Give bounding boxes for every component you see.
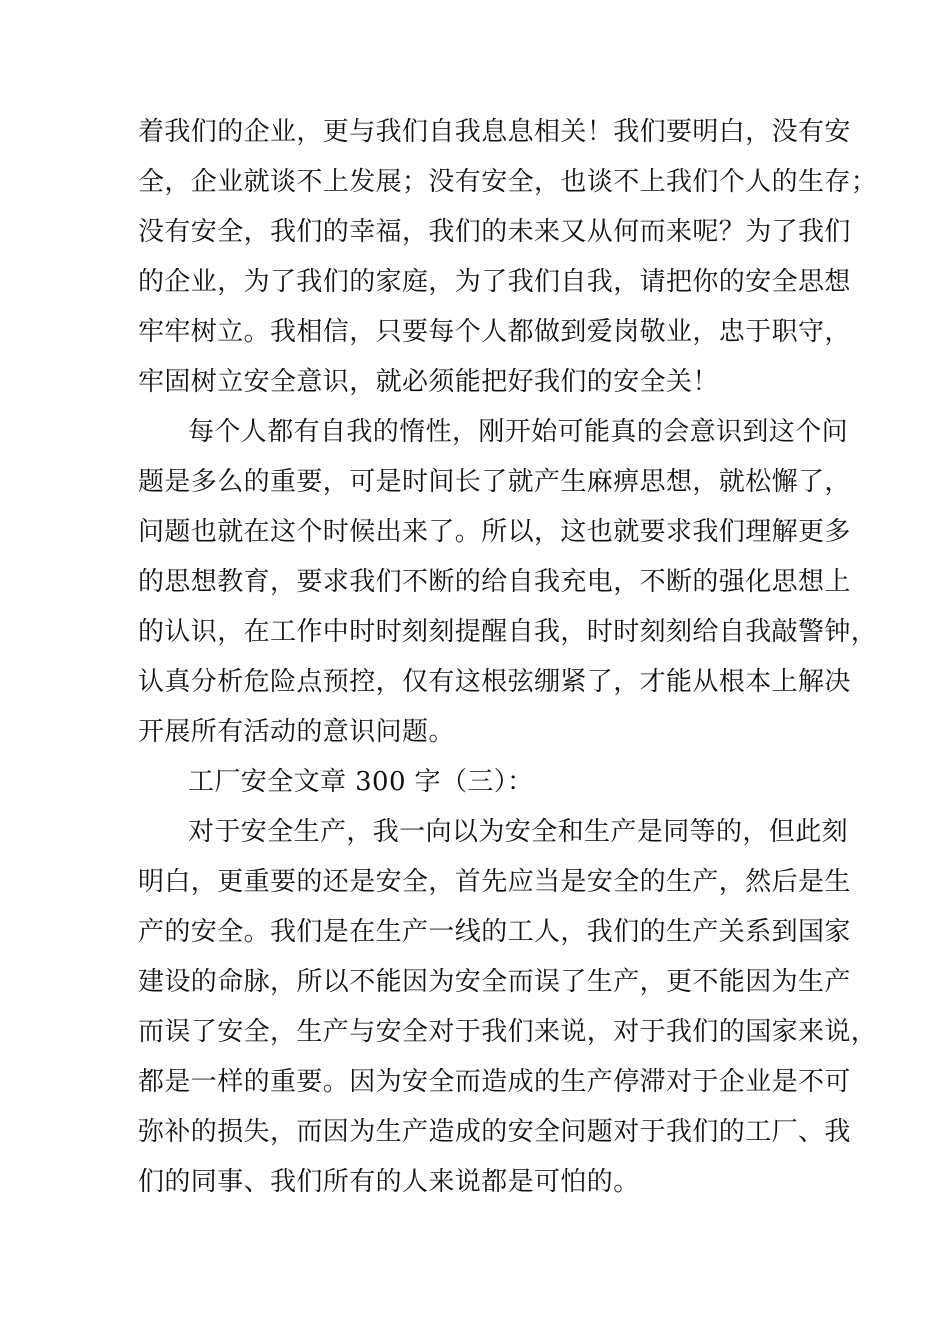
text-line: 的企业，为了我们的家庭，为了我们自我，请把你的安全思想 xyxy=(138,267,851,297)
text-line: 问题也就在这个时候出来了。所以，这也就要求我们理解更多 xyxy=(138,517,851,547)
text-line: 明白，更重要的还是安全，首先应当是安全的生产，然后是生 xyxy=(138,867,851,897)
text-line: 的思想教育，要求我们不断的给自我充电，不断的强化思想上 xyxy=(138,567,851,597)
text-line: 没有安全，我们的幸福，我们的未来又从何而来呢？为了我们 xyxy=(138,217,851,247)
text-line: 着我们的企业，更与我们自我息息相关！我们要明白，没有安 xyxy=(138,117,851,147)
text-line: 建设的命脉，所以不能因为安全而误了生产，更不能因为生产 xyxy=(138,967,851,997)
text-line: 题是多么的重要，可是时间长了就产生麻痹思想，就松懈了， xyxy=(138,467,851,497)
section-heading: 工厂安全文章 300 字（三）： xyxy=(188,767,534,797)
text-line: 全，企业就谈不上发展；没有安全，也谈不上我们个人的生存； xyxy=(138,167,878,197)
paragraph-first-line: 每个人都有自我的惰性，刚开始可能真的会意识到这个问 xyxy=(188,417,849,447)
text-line: 开展所有活动的意识问题。 xyxy=(138,717,455,747)
text-line: 的认识，在工作中时时刻刻提醒自我，时时刻刻给自我敲警钟， xyxy=(138,617,878,647)
text-line: 认真分析危险点预控，仅有这根弦绷紧了，才能从根本上解决 xyxy=(138,667,851,697)
paragraph-first-line: 对于安全生产，我一向以为安全和生产是同等的，但此刻 xyxy=(188,817,849,847)
text-line: 产的安全。我们是在生产一线的工人，我们的生产关系到国家 xyxy=(138,917,851,947)
text-line: 都是一样的重要。因为安全而造成的生产停滞对于企业是不可 xyxy=(138,1067,851,1097)
text-line: 而误了安全，生产与安全对于我们来说，对于我们的国家来说， xyxy=(138,1017,878,1047)
text-line: 们的同事、我们所有的人来说都是可怕的。 xyxy=(138,1167,640,1197)
text-line: 牢牢树立。我相信，只要每个人都做到爱岗敬业，忠于职守， xyxy=(138,317,851,347)
text-line: 弥补的损失，而因为生产造成的安全问题对于我们的工厂、我 xyxy=(138,1117,851,1147)
text-line: 牢固树立安全意识，就必须能把好我们的安全关！ xyxy=(138,367,719,397)
